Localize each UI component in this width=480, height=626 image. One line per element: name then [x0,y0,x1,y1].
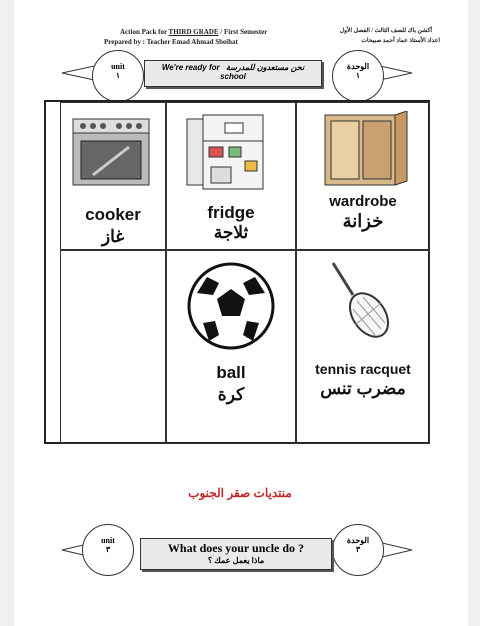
card-label-en: cooker [85,205,141,224]
card-empty [60,250,166,444]
tennis-racquet-icon [327,259,397,343]
banner-title [144,60,322,87]
banner-title-ar: نحن مستعدون للمدرسة [225,63,305,72]
banner-title [140,538,332,570]
card-tennis-racquet [296,250,430,444]
header-ar-line-2: اعداد الأستاذ عماد أحمد صبيحات [361,38,440,44]
cooker-icon [71,117,151,187]
card-label-en: ball [216,363,246,382]
card-label-en: tennis racquet [315,361,411,377]
card-label-en: wardrobe [329,193,397,210]
grade-label: THIRD GRADE [168,28,219,36]
unit-banner-bottom [52,522,422,578]
banner-title-en-2: school [220,72,246,81]
ball-icon [185,259,277,353]
card-label-ar: غاز [101,227,125,246]
wardrobe-icon [319,111,409,187]
vocabulary-grid [44,100,430,444]
banner-title-en: We're ready for [161,63,220,72]
unit-circle-en: unit ١ [92,50,144,102]
unit-circle-en: unit ٣ [82,524,134,576]
banner-title-ar: ماذا يعمل عمك ؟ [207,556,265,565]
card-wardrobe [296,102,430,250]
unit-banner-top [52,50,422,96]
card-label-ar: كرة [217,385,245,404]
header-line-1: Action Pack for THIRD GRADE / First Semester [120,28,268,36]
card-fridge [166,102,296,250]
header-ar-line-1: أكشن باك للصف الثالث / الفصل الأول [339,28,432,34]
unit-circle-ar: الوحدة ١ [332,50,384,102]
forum-name: منتديات صقر الجنوب [188,486,292,500]
header-line-2: Prepared by : Teacher Emad Ahmad Sbeihat [104,38,238,46]
banner-title-en: What does your uncle do ? [167,541,305,555]
card-cooker [60,102,166,250]
card-label-ar: مضرب تنس [320,379,406,398]
card-label-ar: ثلاجة [213,223,249,242]
card-ball [166,250,296,444]
card-label-ar: خزانة [342,211,384,231]
unit-circle-ar: الوحدة ٣ [332,524,384,576]
fridge-icon [185,111,277,193]
card-label-en: fridge [207,203,255,222]
